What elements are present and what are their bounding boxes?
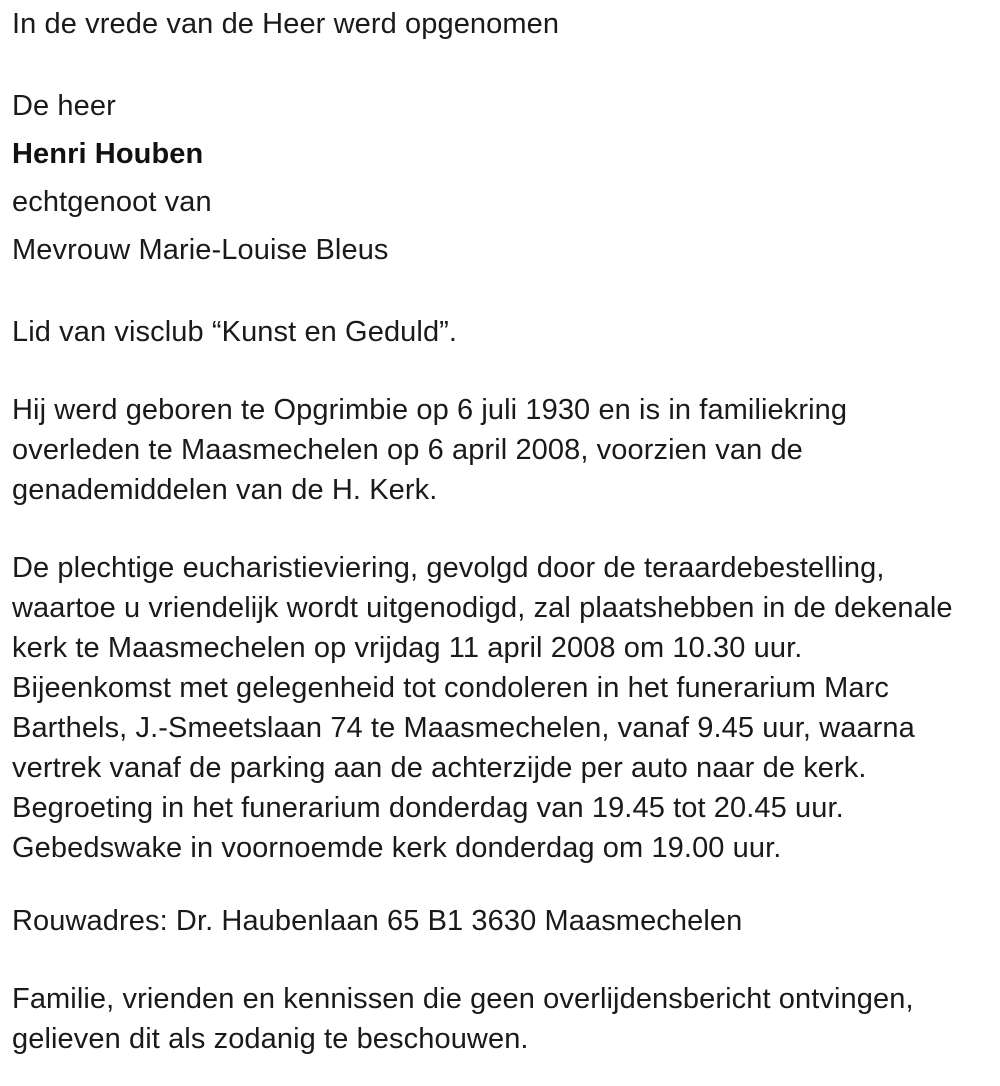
deceased-header-block: [12, 82, 988, 274]
membership-line: Lid van visclub “Kunst en Geduld”.: [12, 316, 458, 348]
mourning-address: Rouwadres: Dr. Haubenlaan 65 B1 3630 Maasmechelen: [12, 905, 743, 937]
service-line: Bijeenkomst met gelegenheid tot condoleren in het funerarium Marc: [12, 672, 889, 704]
life-paragraph: [12, 390, 988, 510]
service-line: Barthels, J.-Smeetslaan 74 te Maasmechelen, vanaf 9.45 uur, waarna: [12, 712, 915, 744]
service-line: kerk te Maasmechelen op vrijdag 11 april 2008 om 10.30 uur.: [12, 632, 803, 664]
service-line: Begroeting in het funerarium donderdag van 19.45 tot 20.45 uur.: [12, 792, 844, 824]
service-line: vertrek vanaf de parking aan de achterzijde per auto naar de kerk.: [12, 752, 867, 784]
notice-line: Familie, vrienden en kennissen die geen overlijdensbericht ontvingen,: [12, 983, 914, 1015]
life-line: genademiddelen van de H. Kerk.: [12, 474, 438, 506]
service-line: De plechtige eucharistieviering, gevolgd door de teraardebestelling,: [12, 552, 885, 584]
notice-paragraph: [12, 979, 988, 1059]
service-paragraph: [12, 548, 988, 868]
notice-line: gelieven dit als zodanig te beschouwen.: [12, 1023, 529, 1055]
life-line: Hij werd geboren te Opgrimbie op 6 juli 1930 en is in familiekring: [12, 394, 848, 426]
mourning-address-block: [12, 901, 988, 941]
membership-block: [12, 312, 988, 352]
relation-line: echtgenoot van: [12, 186, 212, 218]
deceased-name: Henri Houben: [12, 138, 204, 170]
service-line: waartoe u vriendelijk wordt uitgenodigd, zal plaatshebben in de dekenale: [12, 592, 953, 624]
intro-block: [12, 4, 988, 44]
spouse-name: Mevrouw Marie-Louise Bleus: [12, 234, 389, 266]
intro-line: In de vrede van de Heer werd opgenomen: [12, 8, 560, 40]
service-line: Gebedswake in voornoemde kerk donderdag om 19.00 uur.: [12, 832, 782, 864]
salutation-line: De heer: [12, 90, 116, 122]
life-line: overleden te Maasmechelen op 6 april 2008, voorzien van de: [12, 434, 803, 466]
